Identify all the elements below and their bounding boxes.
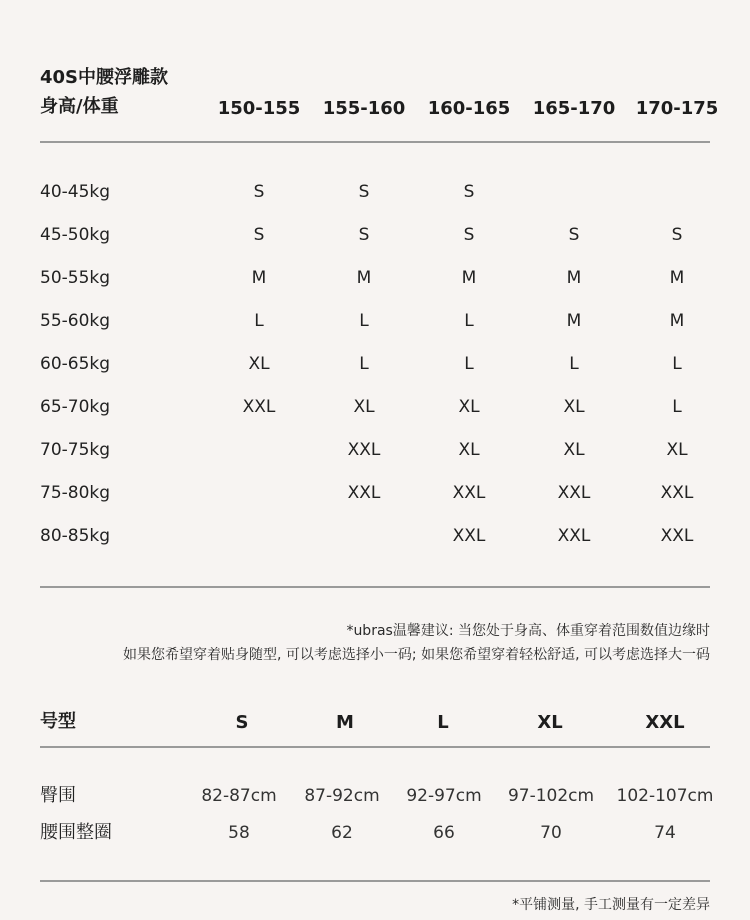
- product-title: 40S中腰浮雕款: [40, 67, 169, 88]
- size-cell: M: [669, 268, 685, 288]
- size-cell: L: [359, 311, 369, 331]
- size-cell: S: [358, 225, 370, 245]
- divider: [40, 586, 710, 588]
- measure-cell: 97-102cm: [507, 786, 595, 806]
- weight-row-label: 55-60kg: [40, 311, 111, 331]
- size-cell: S: [463, 182, 475, 202]
- divider: [40, 141, 710, 143]
- size-cell: L: [464, 354, 474, 374]
- size-cell: XL: [666, 440, 688, 460]
- size-cell: L: [672, 397, 682, 417]
- height-col-header: 155-160: [322, 98, 406, 119]
- size-col-header: XL: [537, 712, 563, 733]
- size-col-header: XXL: [645, 712, 685, 733]
- size-cell: M: [566, 268, 582, 288]
- measure-cell: 87-92cm: [304, 786, 380, 806]
- size-tip-line2: 如果您希望穿着贴身随型, 可以考虑选择小一码; 如果您希望穿着轻松舒适, 可以考虑选择大一码: [123, 647, 710, 663]
- measure-cell: 74: [654, 823, 676, 843]
- size-col-header: L: [437, 712, 449, 733]
- size-cell: L: [672, 354, 682, 374]
- size-cell: XXL: [242, 397, 276, 417]
- measure-cell: 66: [433, 823, 455, 843]
- size-cell: L: [569, 354, 579, 374]
- table-corner-label: 身高/体重: [40, 96, 119, 117]
- size-cell: S: [568, 225, 580, 245]
- size-cell: L: [254, 311, 264, 331]
- measure-cell: 92-97cm: [406, 786, 482, 806]
- measure-row-label: 腰围整圈: [40, 822, 112, 843]
- size-cell: XXL: [347, 440, 381, 460]
- measure-cell: 62: [331, 823, 353, 843]
- size-cell: L: [359, 354, 369, 374]
- size-col-header: M: [336, 712, 354, 733]
- size-cell: XXL: [347, 483, 381, 503]
- measure-cell: 70: [540, 823, 562, 843]
- height-col-header: 170-175: [635, 98, 719, 119]
- measure-cell: 102-107cm: [616, 786, 714, 806]
- size-cell: XL: [458, 397, 480, 417]
- size-cell: S: [358, 182, 370, 202]
- size-cell: M: [669, 311, 685, 331]
- size-cell: M: [566, 311, 582, 331]
- size-cell: M: [356, 268, 372, 288]
- size-cell: L: [464, 311, 474, 331]
- size-cell: S: [463, 225, 475, 245]
- size-cell: S: [253, 182, 265, 202]
- size-cell: XL: [353, 397, 375, 417]
- measure-cell: 58: [228, 823, 250, 843]
- weight-row-label: 45-50kg: [40, 225, 111, 245]
- weight-row-label: 40-45kg: [40, 182, 111, 202]
- height-col-header: 165-170: [532, 98, 616, 119]
- size-cell: XL: [563, 397, 585, 417]
- measure-row-label: 臀围: [40, 785, 76, 806]
- weight-row-label: 60-65kg: [40, 354, 111, 374]
- size-cell: M: [251, 268, 267, 288]
- size-tip-line1: *ubras温馨建议: 当您处于身高、体重穿着范围数值边缘时: [346, 623, 710, 639]
- size-cell: XL: [458, 440, 480, 460]
- size-cell: XXL: [660, 526, 694, 546]
- size-header-label: 号型: [40, 711, 76, 732]
- size-cell: S: [253, 225, 265, 245]
- weight-row-label: 80-85kg: [40, 526, 111, 546]
- size-cell: XXL: [557, 483, 591, 503]
- divider: [40, 746, 710, 748]
- size-cell: M: [461, 268, 477, 288]
- weight-row-label: 75-80kg: [40, 483, 111, 503]
- size-cell: XL: [248, 354, 270, 374]
- measurement-footnote: *平铺测量, 手工测量有一定差异: [512, 897, 710, 913]
- weight-row-label: 70-75kg: [40, 440, 111, 460]
- height-col-header: 160-165: [427, 98, 511, 119]
- size-cell: XL: [563, 440, 585, 460]
- size-cell: XXL: [452, 483, 486, 503]
- height-col-header: 150-155: [217, 98, 301, 119]
- divider: [40, 880, 710, 882]
- size-col-header: S: [235, 712, 249, 733]
- weight-row-label: 50-55kg: [40, 268, 111, 288]
- size-cell: XXL: [557, 526, 591, 546]
- measure-cell: 82-87cm: [201, 786, 277, 806]
- size-cell: S: [671, 225, 683, 245]
- size-cell: XXL: [452, 526, 486, 546]
- size-cell: XXL: [660, 483, 694, 503]
- weight-row-label: 65-70kg: [40, 397, 111, 417]
